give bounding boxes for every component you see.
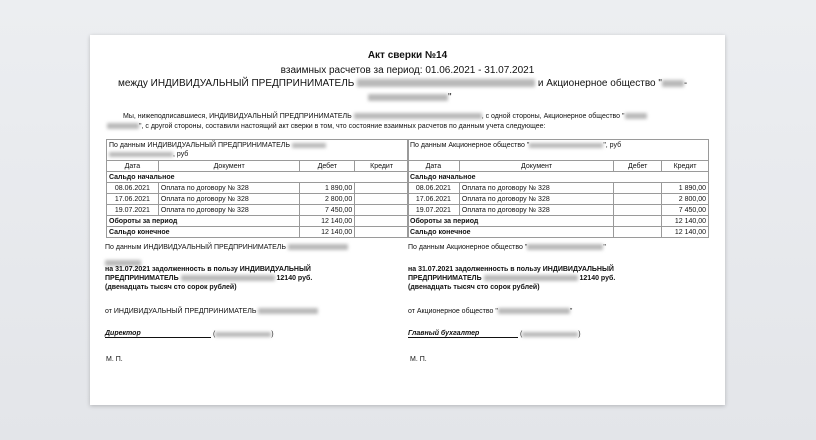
left-debt-words: (двенадцать тысяч сто сорок рублей) xyxy=(105,284,237,291)
redacted-name xyxy=(368,94,448,101)
right-debt-line-1: на 31.07.2021 задолженность в пользу ИНДИВИДУАЛЬНЫЙ xyxy=(408,266,614,273)
left-table-header: По данным ИНДИВИДУАЛЬНЫЙ ПРЕДПРИНИМАТЕЛЬ , руб xyxy=(107,140,409,161)
col-date: Дата xyxy=(408,161,460,172)
redacted-name xyxy=(357,79,535,87)
left-debt-line-2: ПРЕДПРИНИМАТЕЛЬ 12140 руб. xyxy=(105,275,313,282)
left-debt-line-1: на 31.07.2021 задолженность в пользу ИНДИВИДУАЛЬНЫЙ xyxy=(105,266,311,273)
col-document: Документ xyxy=(158,161,300,172)
redacted-name xyxy=(215,332,271,337)
col-debit: Дебет xyxy=(300,161,355,172)
right-debt-words: (двенадцать тысяч сто сорок рублей) xyxy=(408,284,540,291)
redacted-name xyxy=(292,143,326,148)
redacted-name xyxy=(258,308,318,314)
table-row: 17.06.2021 Оплата по договору № 328 2 800,00 xyxy=(408,194,709,205)
right-debt-amount: 12140 руб. xyxy=(579,275,616,282)
redacted-name xyxy=(107,123,139,129)
redacted-name xyxy=(484,275,578,281)
opening-balance-label: Сальдо начальное xyxy=(408,172,709,183)
redacted-name xyxy=(522,332,578,337)
table-row: 17.06.2021 Оплата по договору № 328 2 800,00 xyxy=(107,194,409,205)
redacted-name xyxy=(109,152,173,157)
table-row: 08.06.2021 Оплата по договору № 328 1 890,00 xyxy=(408,183,709,194)
doc-subtitle: взаимных расчетов за период: 01.06.2021 - 31.07.2021 xyxy=(280,65,535,76)
closing-row: Сальдо конечное 12 140,00 xyxy=(408,227,709,238)
redacted-name xyxy=(662,80,684,87)
redacted-name xyxy=(625,113,647,119)
redacted-name xyxy=(354,113,482,119)
doc-between-line: между ИНДИВИДУАЛЬНЫЙ ПРЕДПРИНИМАТЕЛЬ и Акционерное общество " - xyxy=(118,78,688,89)
table-row: 08.06.2021 Оплата по договору № 328 1 890,00 xyxy=(107,183,409,194)
right-debt-line-2: ПРЕДПРИНИМАТЕЛЬ 12140 руб. xyxy=(408,275,616,282)
between-prefix: между ИНДИВИДУАЛЬНЫЙ ПРЕДПРИНИМАТЕЛЬ xyxy=(118,78,355,89)
redacted-name xyxy=(181,275,275,281)
redacted-name xyxy=(527,244,603,250)
col-credit: Кредит xyxy=(662,161,709,172)
redacted-name xyxy=(529,143,603,148)
left-debt-amount: 12140 руб. xyxy=(276,275,313,282)
left-signature-line: Директор ( ) xyxy=(105,330,274,338)
between-close: " xyxy=(448,92,452,103)
left-from: от ИНДИВИДУАЛЬНЫЙ ПРЕДПРИНИМАТЕЛЬ xyxy=(105,308,318,315)
left-by-data: По данным ИНДИВИДУАЛЬНЫЙ ПРЕДПРИНИМАТЕЛЬ xyxy=(105,244,348,251)
right-stamp: М. П. xyxy=(410,356,427,363)
doc-title: Акт сверки №14 xyxy=(367,50,448,61)
right-by-data: По данным Акционерное общество " " xyxy=(408,244,606,251)
right-reconciliation-table xyxy=(407,139,709,238)
left-stamp: М. П. xyxy=(106,356,123,363)
turnover-row: Обороты за период 12 140,00 xyxy=(408,216,709,227)
opening-balance-label: Сальдо начальное xyxy=(107,172,409,183)
between-and: и Акционерное общество " xyxy=(537,78,662,89)
col-document: Документ xyxy=(459,161,613,172)
left-role: Директор xyxy=(105,330,211,338)
col-date: Дата xyxy=(107,161,159,172)
document-sheet xyxy=(90,35,725,405)
left-reconciliation-table xyxy=(106,139,409,238)
col-credit: Кредит xyxy=(355,161,409,172)
redacted-name xyxy=(288,244,348,250)
intro-line-2: ", с другой стороны, составили настоящий акт сверки в том, что состояние взаимных расчетов по данным учета следующее: xyxy=(107,123,546,130)
closing-row: Сальдо конечное 12 140,00 xyxy=(107,227,409,238)
col-debit: Дебет xyxy=(614,161,662,172)
intro-line-1: Мы, нижеподписавшиеся, ИНДИВИДУАЛЬНЫЙ ПРЕДПРИНИМАТЕЛЬ , с одной стороны, Акционерное общество " xyxy=(123,113,647,120)
right-from: от Акционерное общество " " xyxy=(408,308,573,315)
table-row: 19.07.2021 Оплата по договору № 328 7 450,00 xyxy=(107,205,409,216)
right-signature-line: Главный бухгалтер ( ) xyxy=(408,330,581,338)
right-table-header: По данным Акционерное общество " ", руб xyxy=(408,140,709,161)
table-row: 19.07.2021 Оплата по договору № 328 7 450,00 xyxy=(408,205,709,216)
redacted-name xyxy=(105,260,141,266)
redacted-name xyxy=(498,308,570,314)
right-role: Главный бухгалтер xyxy=(408,330,518,338)
doc-between-line2 xyxy=(368,92,452,103)
turnover-row: Обороты за период 12 140,00 xyxy=(107,216,409,227)
